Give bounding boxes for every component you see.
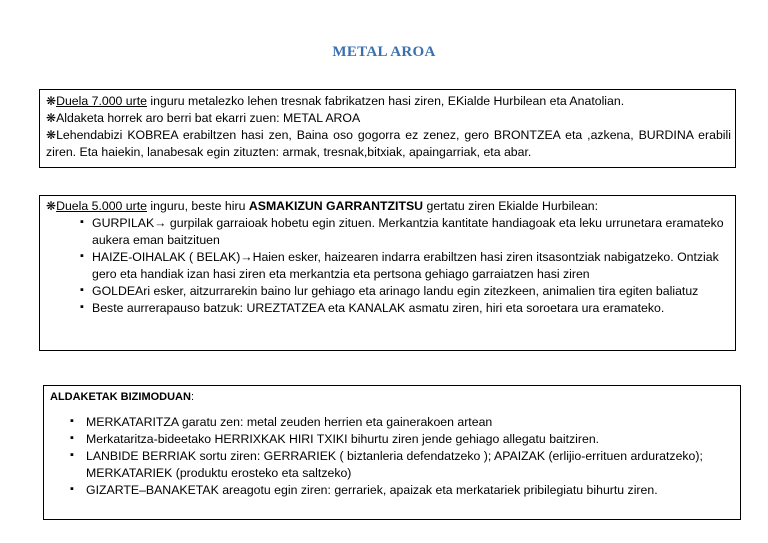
date-7000: Duela 7.000 urte [56,94,147,108]
list-item [50,431,736,448]
flower-bullet-icon: ❋ [46,128,57,142]
list-item-text: MERKATARITZA garatu zen: metal zeuden herrien eta gainerakoen artean [86,415,493,429]
list-item-text: GIZARTE–BANAKETAK areagotu egin ziren: gerrariek, apaizak eta merkatariek pribilegiatu bihurtu ziren. [86,483,658,497]
list-item [46,215,731,249]
box3-heading-text: ALDAKETAK BIZIMODUAN [50,391,191,403]
box1-line1 [46,93,731,110]
list-item [50,482,736,499]
square-bullet-icon: ▪ [80,284,84,296]
box1-line3-text: Lehendabizi KOBREA erabiltzen hasi zen, Baina oso gogorra ez zenez, gero BRONTZEA eta ,azkena, BURDINA erabili ziren. Eta haiekin, lanabesak egin zituzten: armak, tresnak,bitxiak, apaingarriak, eta abar. [46,128,731,159]
square-bullet-icon: ▪ [70,483,74,495]
box3-heading-colon: : [190,391,195,403]
list-item-text: HAIZE-OIHALAK ( BELAK)→Haien esker, haizearen indarra erabiltzen hasi ziren itsasontziak nabigatzeko. Ontziak gero eta handiak izan hasi ziren eta merkantzia eta pertsona gehiago garraiatzen hasi ziren [92,250,719,281]
flower-bullet-icon: ❋ [46,94,57,108]
list-item-text: GOLDEAri esker, aitzurrarekin baino lur gehiago eta arinago landu egin zitezkeen, animalien tira egiten baliatuz [92,284,699,298]
page-title: METAL AROA [332,44,436,60]
square-bullet-icon: ▪ [80,301,84,313]
flower-bullet-icon: ❋ [46,111,57,125]
list-item-text: GURPILAK→ gurpilak garraioak hobetu egin zituen. Merkantzia kantitate handiagoak eta leku urrunetara eramateko aukera eman baitzituen [92,216,724,247]
list-item-text: LANBIDE BERRIAK sortu ziren: GERRARIEK ( biztanleria defendatzeko ); APAIZAK (erlijio-errituen arduratzeko); MERKATARIEK (produktu erosteko eta saltzeko) [86,449,703,480]
box3-heading [50,390,736,404]
box2-intro-mid: inguru, beste hiru [147,199,249,213]
list-item-text: Beste aurrerapauso batzuk: UREZTATZEA eta KANALAK asmatu ziren, hiri eta soroetara ura eramateko. [92,301,665,315]
box2-intro-bold: ASMAKIZUN GARRANTZITSU [248,199,424,213]
box2-intro-end: gertatu ziren Ekialde Hurbilean: [423,199,599,213]
list-item [50,448,736,482]
flower-bullet-icon: ❋ [46,199,57,213]
square-bullet-icon: ▪ [70,432,74,444]
changes-list [50,414,736,499]
list-item [46,249,731,283]
inventions-list [46,215,731,317]
box1-line2-text: Aldaketa horrek aro berri bat ekarri zuen: METAL AROA [56,111,361,125]
list-item-text: Merkataritza-bideetako HERRIXKAK HIRI TXIKI bihurtu ziren jende gehiago allegatu baitziren. [86,432,600,446]
intro-box-metal-age [39,89,736,168]
square-bullet-icon: ▪ [80,250,84,262]
date-5000: Duela 5.000 urte [56,199,147,213]
box1-line3 [46,127,731,161]
lifestyle-changes-box [43,385,741,520]
list-item [50,414,736,431]
square-bullet-icon: ▪ [70,449,74,461]
box1-line1-text: inguru metalezko lehen tresnak fabrikatzen hasi ziren, EKialde Hurbilean eta Anatolian. [147,94,625,108]
square-bullet-icon: ▪ [80,216,84,228]
square-bullet-icon: ▪ [70,415,74,427]
box2-intro [46,198,731,215]
inventions-box [39,195,736,351]
list-item [46,283,731,300]
list-item [46,300,731,317]
box1-line2 [46,110,731,127]
